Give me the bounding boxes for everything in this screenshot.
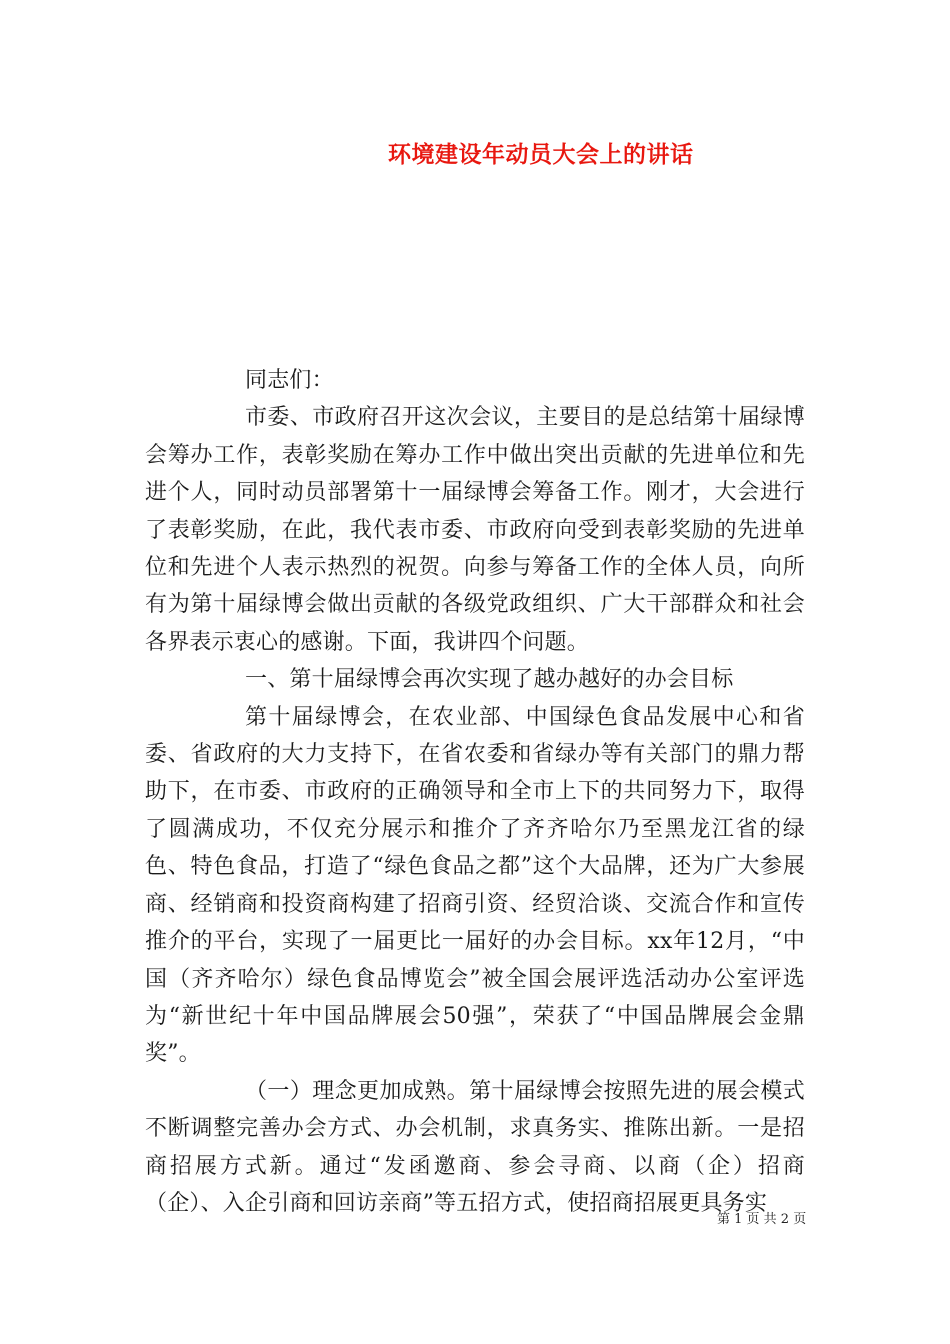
salutation: 同志们： [245, 368, 334, 393]
subsection-paragraph: （一）理念更加成熟。第十届绿博会按照先进的展会模式不断调整完善办会方式、办会机制，求真务实、推陈出新。一是招商招展方式新。通过“发函邀商、参会寻商、以商（企）招商（企）、入企引商和回访亲商”等五招方式，使招商招展更具务实 [145, 1078, 805, 1216]
intro-paragraph: 市委、市政府召开这次会议，主要目的是总结第十届绿博会筹办工作，表彰奖励在筹办工作中做出突出贡献的先进单位和先进个人，同时动员部署第十一届绿博会筹备工作。刚才，大会进行了表彰奖励，在此，我代表市委、市政府向受到表彰奖励的先进单位和先进个人表示热烈的祝贺。向参与筹备工作的全体人员，向所有为第十届绿博会做出贡献的各级党政组织、广大干部群众和社会各界表示衷心的感谢。下面，我讲四个问题。 [145, 405, 805, 655]
page-number: 第 1 页 共 2 页 [717, 1212, 807, 1227]
section-paragraph: 第十届绿博会，在农业部、中国绿色食品发展中心和省委、省政府的大力支持下，在省农委和省绿办等有关部门的鼎力帮助下，在市委、市政府的正确领导和全市上下的共同努力下，取得了圆满成功，不仅充分展示和推介了齐齐哈尔乃至黑龙江省的绿色、特色食品，打造了“绿色食品之都”这个大品牌，还为广大参展商、经销商和投资商构建了招商引资、经贸洽谈、交流合作和宣传推介的平台，实现了一届更比一届好的办会目标。xx年12月，“中国（齐齐哈尔）绿色食品博览会”被全国会展评选活动办公室评选为“新世纪十年中国品牌展会50强”，荣获了“中国品牌展会金鼎奖”。 [145, 704, 805, 1067]
document-body [145, 362, 805, 1222]
section-heading: 一、第十届绿博会再次实现了越办越好的办会目标 [245, 667, 734, 693]
document-title: 环境建设年动员大会上的讲话 [388, 141, 694, 168]
